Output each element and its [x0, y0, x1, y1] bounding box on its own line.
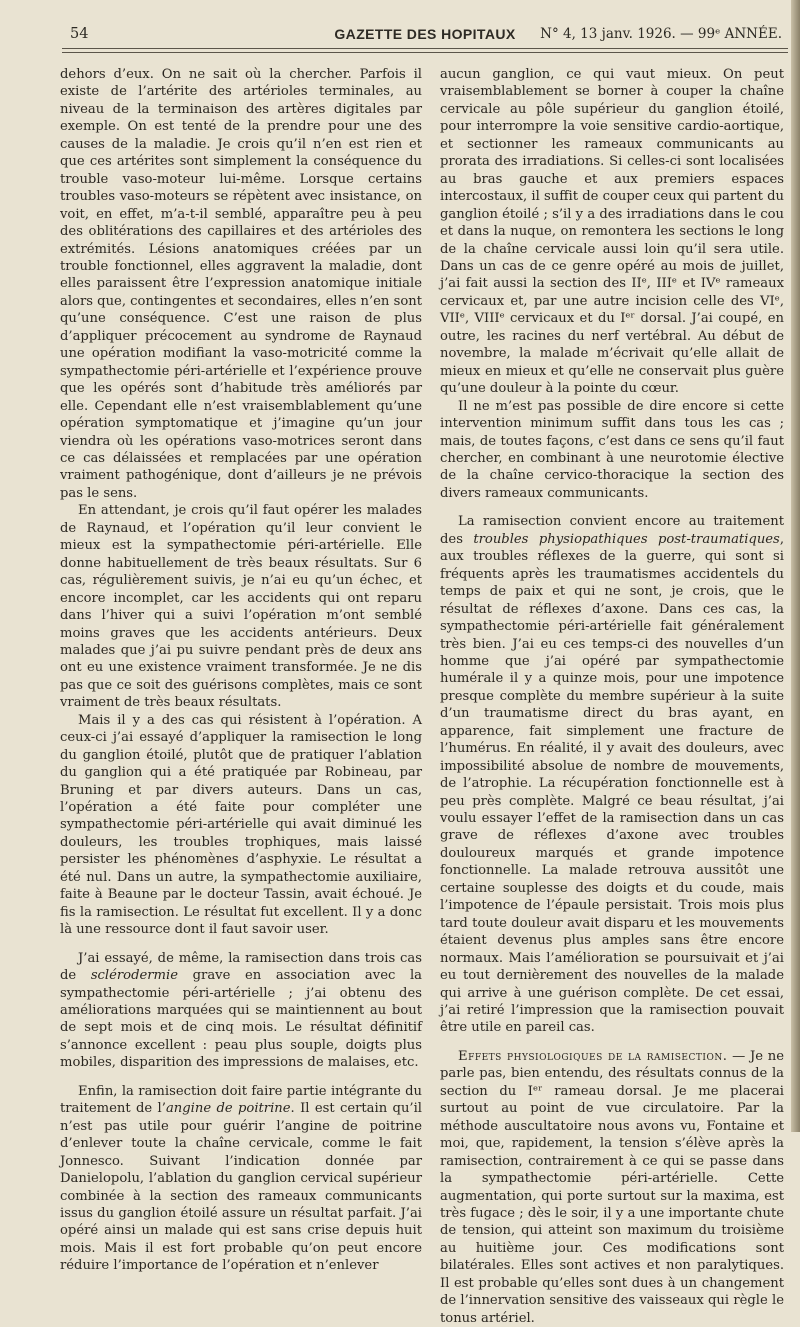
emphasis: sclérodermie — [90, 968, 178, 984]
emphasis: troubles physiopathiques post-traumatiques — [473, 531, 780, 547]
paragraph-l1: dehors d’eux. On ne sait où la chercher. Parfois il existe de l’artérite des artérioles terminales, au niveau de la terminaison des artères digitales par exemple. On est tenté de la prendre pour une des causes de la maladie. Je crois qu’il n’en est rien et que ces artérites sont simplement la conséquence du trouble vaso-moteur lui-même. Lorsque certains troubles vaso-moteurs se répètent avec insistance, on voit, en effet, m’a-t-il semblé, apparaître peu à peu des oblitérations des capillaires et des artérioles des extrémités. Lésions anatomiques créées par un trouble fonctionnel, elles aggravent la maladie, dont elles paraissent être l’expression anatomique initiale alors que, contingentes et secondaires, elles n’en sont qu’une conséquence. C’est une raison de plus d’appliquer précocement au syndrome de Raynaud une opération modifiant la vaso-motricité comme la sympathectomie péri-artérielle et l’expérience prouve que les opérés sont d’habitude très améliorés par elle. Cependant elle n’est vraisemblablement qu’une opération symptomatique et j’imagine qu’un jour viendra où les opérations vaso-motrices seront dans ce cas délaissées et remplacées par une opération vraiment pathogénique, dont d’ailleurs je ne prévois pas le sens. — [60, 67, 422, 501]
paragraph-r4: Effets physiologiques de la ramisection. — Je ne parle pas, bien entendu, des résultats connus de la section du Iᵉʳ rameau dorsal. Je me placerai surtout au point de vue circulatoire. Par la méthode auscultatoire nous avons vu, Fontaine et moi, que, rapidement, la tension s’élève après la ramisection, contrairement à ce qui se passe dans la sympathectomie péri-artérielle. Cette augmentation, qui porte surtout sur la maxima, est très fugace ; dès le soir, il y a une importante chute de tension, qui atteint son maximum du troisième au huitième jour. Ces modifications sont bilatérales. Elles sont actives et non paralytiques. Il est probable qu’elles sont dues à un changement de l’innervation sensitive des vaisseaux qui règle le tonus artériel. — [440, 1048, 784, 1326]
paragraph-l2: En attendant, je crois qu’il faut opérer les malades de Raynaud, et l’opération qu’il leur convient le mieux est la sympathectomie péri-artérielle. Elle donne habituellement de très beaux résultats. Sur 6 cas, régulièrement suivis, je n’ai eu qu’un échec, et encore incomplet, car les accidents qui ont reparu dans l’hiver qui a suivi l’opération m’ont semblé moins graves que les accidents antérieurs. Deux malades que j’ai pu suivre pendant près de deux ans ont eu une existence vraiment transformée. Je ne dis pas que ce soit des guérisons complètes, mais ce sont vraiment de très beaux résultats. — [60, 503, 422, 711]
emphasis: angine de poitrine — [165, 1101, 291, 1117]
page-number: 54 — [70, 26, 89, 42]
paragraph-l4: J’ai essayé, de même, la ramisection dans trois cas de sclérodermie grave en association avec la sympathectomie péri-artérielle ; j’ai obtenu des améliorations marquées qui se maintiennent au bout de sept mois et de cinq mois. Le résultat définitif s’annonce excellent : peau plus souple, doigts plus mobiles, disparition des impressions de malaises, etc. — [60, 950, 422, 1071]
section-heading: Effets physiologiques de la ramisection. — [458, 1048, 728, 1064]
paragraph-r3: La ramisection convient encore au traitement des troubles physiopathiques post-traumatiques, aux troubles réflexes de la guerre, qui sont si fréquents après les traumatismes accidentels du temps de paix et qui ne sont, je crois, que le résultat de réflexes d’axone. Dans ces cas, la sympathectomie péri-artérielle fait généralement très bien. J’ai eu ces temps-ci des nouvelles d’un homme que j’ai opéré par sympathectomie humérale il y a quinze mois, pour une impotence presque complète du membre supérieur à la suite d’un traumatisme direct du bras ayant, en apparence, fait simplement une fracture de l’humérus. En réalité, il y avait des douleurs, avec impossibilité absolue de nombre de mouvements, de l’atrophie. La récupération fonctionnelle est à peu près complète. Malgré ce beau résultat, j’ai voulu essayer l’effet de la ramisection dans un cas grave de réflexes d’axone avec troubles douloureux marqués et grande impotence fonctionnelle. La malade retrouva aussitôt une certaine souplesse des doigts et du coude, mais l’impotence de l’épaule persistait. Trois mois plus tard toute douleur avait disparu et les mouvements étaient devenus plus amples sans être encore normaux. Mais l’amélioration se poursuivait et j’ai eu tout dernièrement des nouvelles de la malade qui arrive à une guérison complète. De cet essai, j’ai retiré l’impression que la ramisection pouvait être utile en pareil cas. — [440, 514, 784, 1036]
header-rule-bottom — [62, 52, 788, 53]
paragraph-r1: aucun ganglion, ce qui vaut mieux. On peut vraisemblablement se borner à couper la chaîne cervicale au pôle supérieur du ganglion étoilé, pour interrompre la voie sensitive cardio-aortique, et sectionner les rameaux communicants au prorata des irradiations. Si celles-ci sont localisées au bras gauche et aux premiers espaces intercostaux, il suffit de couper ceux qui partent du ganglion étoilé ; s’il y a des irradiations dans le cou et dans la nuque, on remontera les sections le long de la chaîne cervicale aussi loin qu’il sera utile. Dans un cas de ce genre opéré au mois de juillet, j’ai fait aussi la section des IIᵉ, IIIᵉ et IVᵉ rameaux cervicaux et, par une autre incision celle des VIᵉ, VIIᵉ, VIIIᵉ cervicaux et du Iᵉʳ dorsal. J’ai coupé, en outre, les racines du nerf vertébral. Au début de novembre, la malade m’écrivait qu’elle allait de mieux en mieux et qu’elle ne conservait plus guère qu’une douleur à la pointe du cœur. — [440, 67, 784, 397]
paragraph-r2: Il ne m’est pas possible de dire encore si cette intervention minimum suffit dans tous les cas ; mais, de toutes façons, c’est dans ce sens qu’il faut chercher, en combinant à une neurotomie élective de la chaîne cervico-thoracique la section des divers rameaux communicants. — [440, 398, 784, 501]
running-header — [62, 22, 788, 48]
issue-info: N° 4, 13 janv. 1926. — 99ᵉ ANNÉE. — [540, 26, 782, 42]
left-column — [60, 66, 422, 1275]
page-edge — [791, 0, 800, 1132]
paragraph-l3: Mais il y a des cas qui résistent à l’opération. A ceux-ci j’ai essayé d’appliquer la ramisection le long du ganglion étoilé, plutôt que de pratiquer l’ablation du ganglion qui a été pratiquée par Robineau, par Bruning et par divers auteurs. Dans un cas, l’opération a été faite pour compléter une sympathectomie péri-artérielle qui avait diminué les douleurs, les troubles trophiques, mais laissé persister les phénomènes d’asphyxie. Le résultat a été nul. Dans un autre, la sympathectomie auxiliaire, faite à Beaune par le docteur Tassin, avait échoué. Je fis la ramisection. Le résultat fut excellent. Il y a donc là une ressource dont il faut savoir user. — [60, 712, 422, 938]
right-column — [440, 66, 784, 1327]
header-rule-top — [62, 48, 788, 49]
paragraph-l5: Enfin, la ramisection doit faire partie intégrante du traitement de l’angine de poitrine. Il est certain qu’il n’est pas utile pour guérir l’angine de poitrine d’enlever toute la chaîne cervicale, comme le fait Jonnesco. Suivant l’indication donnée par Danielopolu, l’ablation du ganglion cervical supérieur combinée à la section des rameaux communicants issus du ganglion étoilé assure un résultat parfait. J’ai opéré ainsi un malade qui est sans crise depuis huit mois. Mais il est fort probable qu’on peut encore réduire l’importance de l’opération et n’enlever — [60, 1083, 422, 1274]
journal-title: GAZETTE DES HOPITAUX — [334, 26, 516, 42]
